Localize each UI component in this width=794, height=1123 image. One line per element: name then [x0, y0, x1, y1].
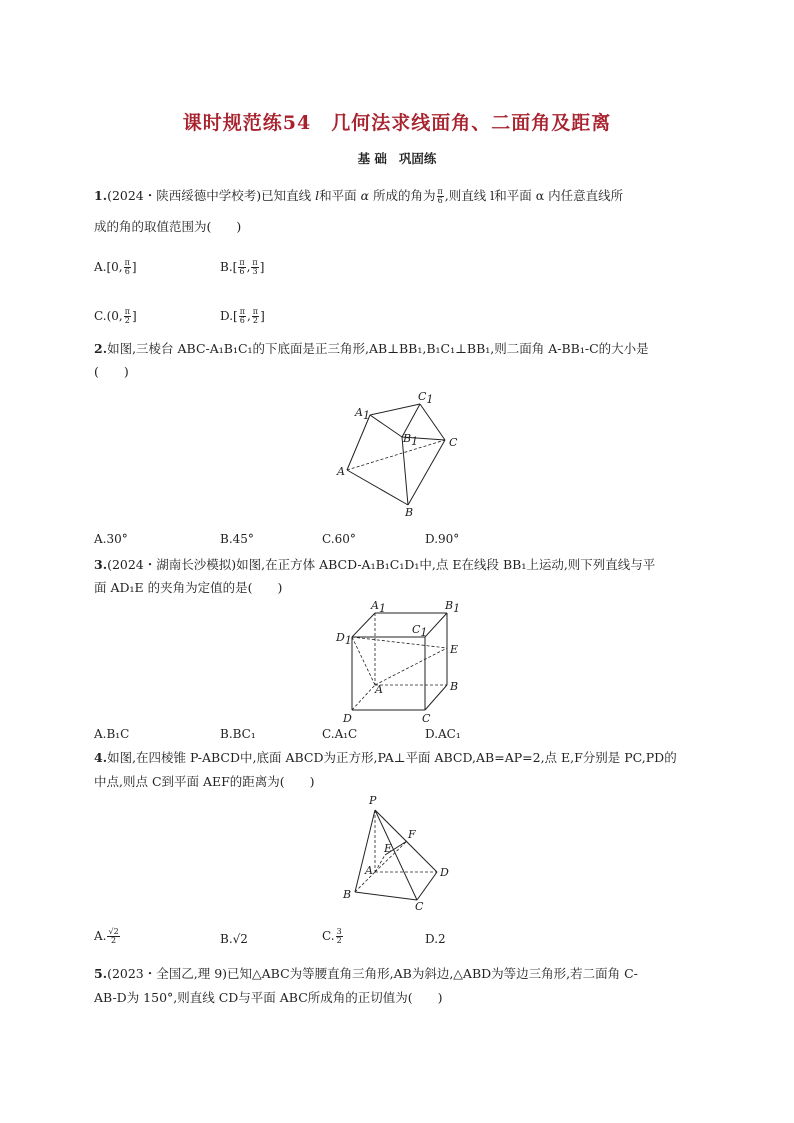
label-C1: C1	[418, 390, 434, 406]
q5-text: (2023・全国乙,理 9)已知△ABC为等腰直角三角形,AB为斜边,△ABD为等边三角形,若二面角 C-	[107, 966, 638, 981]
q1-text-c: 所成的角为	[369, 188, 436, 203]
label-D: D	[343, 712, 352, 725]
q2-text: 如图,三棱台 ABC-A₁B₁C₁的下底面是正三角形,AB⊥BB₁,B₁C₁⊥BB₁,则二面角 A-BB₁-C的大小是	[107, 341, 649, 356]
label-B1: B1	[403, 432, 419, 448]
q3-option-a[interactable]: A.B₁C	[94, 727, 130, 741]
section-subtitle	[0, 149, 794, 167]
subtitle-part-b: 巩固练	[398, 151, 437, 166]
label-B: B	[343, 888, 352, 901]
label-E: E	[450, 643, 459, 656]
q2-option-a[interactable]: A.30°	[94, 532, 128, 546]
q2-frustum-figure	[330, 390, 470, 520]
q4-number: 4.	[94, 750, 108, 765]
q4-option-c[interactable]: C. $\frac{3}{2}$	[322, 927, 342, 945]
label-A1: A1	[355, 406, 370, 422]
q3-line2: 面 AD₁E 的夹角为定值的是( )	[94, 580, 283, 595]
q4-text: 如图,在四棱锥 P-ABCD中,底面 ABCD为正方形,PA⊥平面 ABCD,AB=AP=2,点 E,F分别是 PC,PD的	[107, 750, 677, 765]
q1-text-a: (2024・陕西绥德中学校考)已知直线	[107, 188, 316, 203]
q2-number: 2.	[94, 341, 108, 356]
label-D: D	[440, 866, 449, 879]
q1-text-b: 和平面	[319, 188, 361, 203]
q3-number: 3.	[94, 557, 108, 572]
q4-option-a[interactable]: A. $\frac{√2}{2}$	[94, 927, 119, 945]
subtitle-part-a: 基 础	[357, 151, 387, 166]
q4-line1	[94, 750, 677, 766]
label-C: C	[449, 436, 458, 449]
q3-option-c[interactable]: C.A₁C	[322, 727, 358, 741]
label-F: F	[408, 828, 416, 841]
label-B1: B1	[445, 599, 461, 615]
label-E: E	[384, 842, 393, 855]
q3-option-b[interactable]: B.BC₁	[220, 727, 256, 741]
q1-number: 1.	[94, 188, 108, 203]
q1-alpha: α	[360, 188, 370, 203]
q4-line2: 中点,则点 C到平面 AEF的距离为( )	[94, 774, 315, 789]
label-C: C	[422, 712, 431, 725]
q2-line1	[94, 341, 649, 357]
q4-option-b[interactable]: B.√2	[220, 932, 248, 946]
q1-option-b[interactable]: B.[ $\frac{\pi}{6}$ , $\frac{\pi}{3}$ ]	[220, 258, 265, 276]
q1-angle-fraction: $\frac{\pi}{6}$	[437, 187, 443, 205]
q3-text: (2024・湖南长沙模拟)如图,在正方体 ABCD-A₁B₁C₁D₁中,点 E在线段 BB₁上运动,则下列直线与平	[107, 557, 656, 572]
label-A: A	[337, 465, 345, 478]
q5-line1	[94, 966, 638, 982]
q5-number: 5.	[94, 966, 108, 981]
page-title: 课时规范练54 几何法求线面角、二面角及距离	[182, 112, 612, 134]
q1-option-d[interactable]: D.[ $\frac{\pi}{6}$ , $\frac{\pi}{2}$ ]	[220, 307, 265, 325]
q2-option-c[interactable]: C.60°	[322, 532, 356, 546]
q2-line2: ( )	[94, 364, 129, 379]
q2-option-d[interactable]: D.90°	[425, 532, 460, 546]
q4-option-d[interactable]: D.2	[425, 932, 446, 946]
label-P: P	[369, 794, 377, 807]
q4-pyramid-figure	[335, 792, 465, 912]
q3-option-d[interactable]: D.AC₁	[425, 727, 461, 741]
label-A1: A1	[371, 599, 386, 615]
label-C: C	[415, 900, 424, 912]
q1-line1	[94, 188, 623, 205]
q3-line1	[94, 557, 655, 573]
label-D1: D1	[336, 631, 352, 647]
q1-line2: 成的角的取值范围为( )	[94, 219, 242, 234]
label-B: B	[405, 506, 414, 519]
label-A: A	[365, 864, 373, 877]
q1-l: l	[315, 188, 320, 203]
q1-text-d: ,则直线 l和平面 α 内任意直线所	[444, 188, 624, 203]
q1-option-c[interactable]: C.(0, $\frac{\pi}{2}$ ]	[94, 307, 137, 325]
label-C1: C1	[412, 623, 428, 639]
q1-option-a[interactable]: A.[0, $\frac{\pi}{6}$ ]	[94, 258, 137, 276]
q3-cube-figure	[330, 595, 470, 725]
q5-line2: AB-D为 150°,则直线 CD与平面 ABC所成角的正切值为( )	[94, 990, 443, 1005]
q2-option-b[interactable]: B.45°	[220, 532, 254, 546]
label-B: B	[450, 680, 459, 693]
label-A: A	[375, 683, 383, 696]
